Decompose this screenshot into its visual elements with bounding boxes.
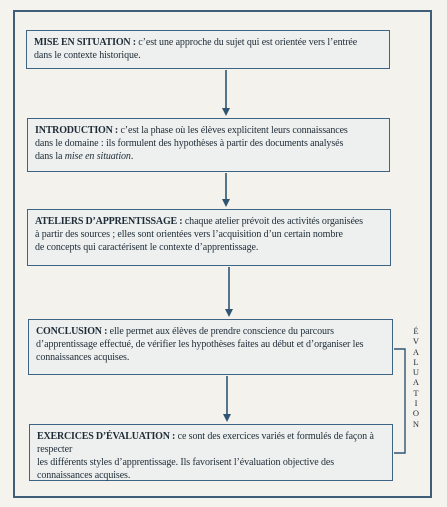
box-text-line: d’apprentissage effectué, de vérifier les hypothèses faites au début et d’organiser les — [36, 339, 364, 350]
evaluation-letter: T — [413, 387, 419, 398]
box-exercices — [29, 424, 393, 481]
box-title: MISE EN SITUATION : — [34, 37, 136, 48]
evaluation-letter: I — [414, 398, 418, 409]
evaluation-letter: V — [412, 336, 420, 347]
box-text-italic: mise en situation — [64, 151, 131, 162]
box-text-line: les différents styles d’apprentissage. Ils favorisent l’évaluation objective des — [37, 457, 335, 468]
box-text-line: elle permet aux élèves de prendre conscience du parcours — [109, 326, 334, 337]
box-text-line: dans le contexte historique. — [34, 50, 141, 61]
evaluation-letter: É — [413, 326, 419, 336]
box-introduction — [27, 118, 390, 172]
box-title: CONCLUSION : — [36, 326, 108, 337]
box-title: ATELIERS D’APPRENTISSAGE : — [35, 216, 183, 227]
box-title: INTRODUCTION : — [35, 125, 119, 136]
box-text-line: à partir des sources ; elles sont orientées vers l’acquisition d’un certain nombre — [35, 229, 343, 240]
evaluation-letter: N — [412, 418, 420, 429]
evaluation-letter: U — [412, 367, 420, 378]
box-text-line: de concepts qui caractérisent le contexte d’apprentissage. — [35, 242, 259, 253]
box-conclusion — [28, 319, 393, 375]
box-text-line: connaissances acquises. — [37, 470, 131, 481]
box-text-line: connaissances acquises. — [36, 352, 130, 363]
box-mise-en-situation — [26, 30, 390, 69]
evaluation-letter: L — [413, 356, 419, 367]
box-text-prefix: dans la — [35, 151, 65, 162]
box-text-line: chaque atelier prévoit des activités organisées — [184, 216, 363, 227]
evaluation-label — [410, 326, 422, 429]
evaluation-letter: A — [412, 346, 420, 357]
box-ateliers — [27, 209, 391, 266]
box-title: EXERCICES D’ÉVALUATION : — [37, 431, 176, 442]
box-text-line: c’est une approche du sujet qui est orientée vers l’entrée — [138, 37, 358, 48]
box-text-line: ce sont des exercices variés et formulés de façon à respecter — [37, 431, 374, 455]
evaluation-letter: O — [412, 408, 420, 419]
evaluation-letter: A — [412, 377, 420, 388]
box-text-line: c’est la phase où les élèves explicitent leurs connaissances — [120, 125, 348, 136]
box-text-suffix: . — [130, 151, 134, 162]
evaluation-bracket — [394, 349, 405, 453]
box-text-line: dans le domaine : ils formulent des hypothèses à partir des documents analysés — [35, 138, 344, 149]
